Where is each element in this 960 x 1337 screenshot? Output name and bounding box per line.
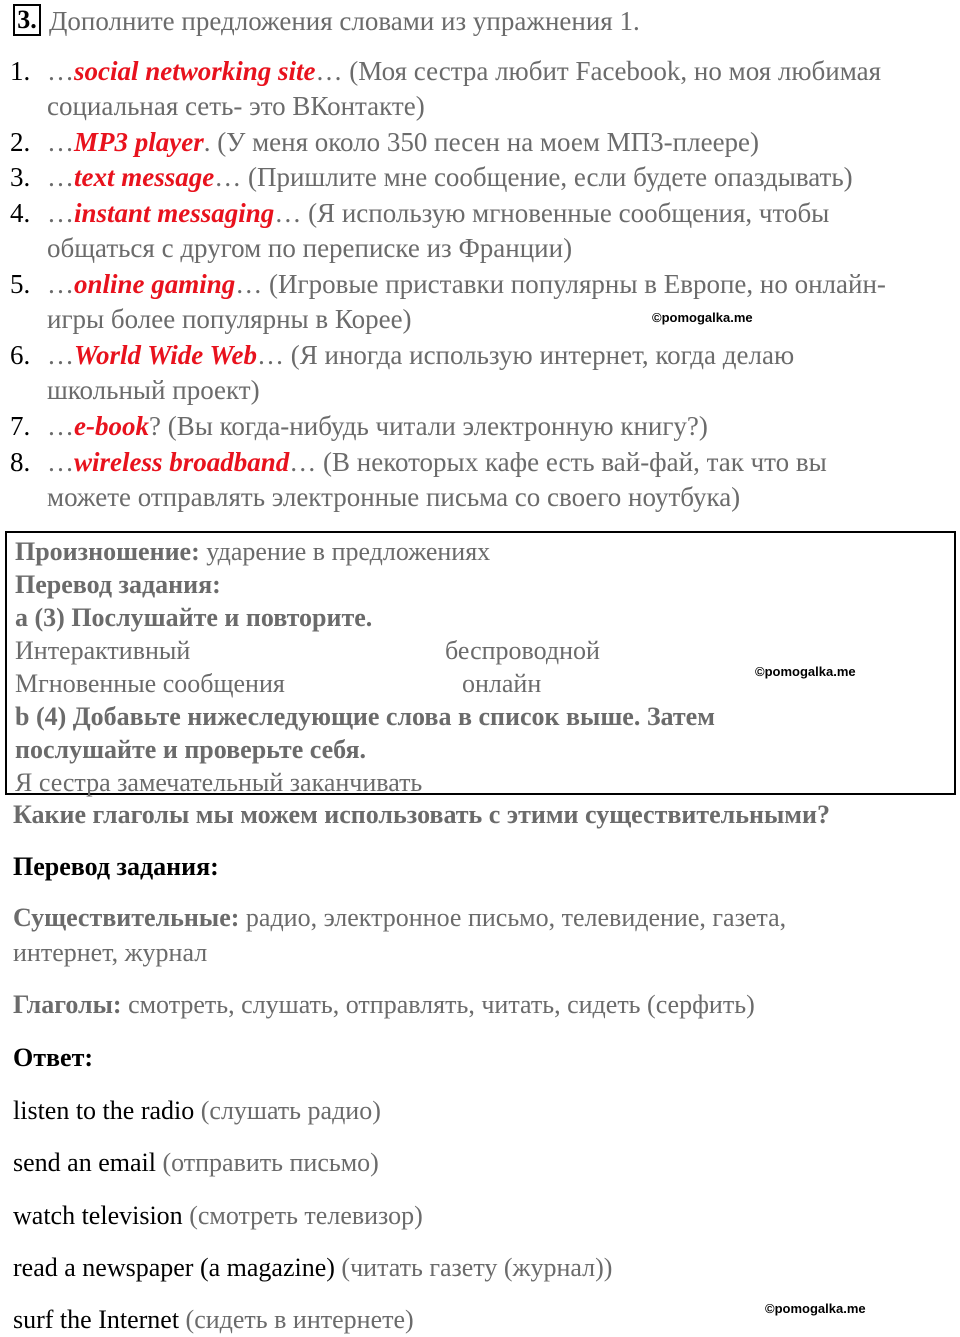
- watermark: ©pomogalka.me: [652, 310, 753, 325]
- pron-label: Произношение:: [15, 537, 200, 566]
- answer-item: surf the Internet (сидеть в интернете): [13, 1305, 414, 1334]
- answer-label: Ответ:: [13, 1043, 94, 1072]
- question: Какие глаголы мы можем использовать с этими существительными?: [13, 800, 830, 829]
- task-number: 3.: [13, 4, 41, 36]
- pronunciation-box: Произношение: ударение в предложениях Перевод задания: a (3) Послушайте и повторите. Интерактивный беспроводной Мгновенные сообщения онлайн b (4) Добавьте нижеследующие слова в список выше. Затем послушайте и проверьте себя. Я сестра замечательный заканчивать ©pomogalka.me: [5, 531, 956, 795]
- answer-word: social networking site: [74, 56, 316, 86]
- answer-word: World Wide Web: [74, 340, 258, 370]
- list-item: 6. …World Wide Web… (Я иногда использую интернет, когда делаю школьный проект): [10, 340, 795, 405]
- watermark: ©pomogalka.me: [755, 664, 856, 679]
- list-item: 1. …social networking site… (Моя сестра любит Facebook, но моя любимая социальная сеть- это ВКонтакте): [10, 56, 882, 121]
- list-item: 4. …instant messaging… (Я использую мгновенные сообщения, чтобы общаться с другом по переписке из Франции): [10, 198, 830, 263]
- list-item: 8. …wireless broadband… (В некоторых кафе есть вай-фай, так что вы можете отправлять электронные письма со своего ноутбука): [10, 447, 827, 512]
- answer-word: MP3 player: [74, 127, 204, 157]
- answer-word: e-book: [74, 411, 149, 441]
- answer-word: wireless broadband: [74, 447, 290, 477]
- words-b: Я сестра замечательный заканчивать: [15, 768, 423, 797]
- verbs: Глаголы: смотреть, слушать, отправлять, читать, сидеть (серфить): [13, 990, 755, 1019]
- answer-item: send an email (отправить письмо): [13, 1148, 379, 1177]
- translation-label: Перевод задания:: [13, 852, 219, 881]
- box-translation-label: Перевод задания:: [15, 570, 221, 599]
- watermark: ©pomogalka.me: [765, 1301, 866, 1316]
- answer-item: listen to the radio (слушать радио): [13, 1096, 381, 1125]
- answer-item: watch television (смотреть телевизор): [13, 1201, 423, 1230]
- answer-item: read a newspaper (a magazine) (читать газету (журнал)): [13, 1253, 613, 1282]
- answer-word: online gaming: [74, 269, 236, 299]
- part-a: a (3) Послушайте и повторите.: [15, 603, 373, 632]
- task-header: [13, 4, 640, 39]
- nouns: Существительные: радио, электронное письмо, телевидение, газета,: [13, 903, 787, 932]
- task-instruction: Дополните предложения словами из упражнения 1.: [49, 6, 640, 36]
- part-b: b (4) Добавьте нижеследующие слова в список выше. Затем: [15, 702, 715, 731]
- answer-word: instant messaging: [74, 198, 275, 228]
- list-item: 5. …online gaming… (Игровые приставки популярны в Европе, но онлайн- игры более популярны в Корее): [10, 269, 886, 334]
- answer-word: text message: [74, 162, 215, 192]
